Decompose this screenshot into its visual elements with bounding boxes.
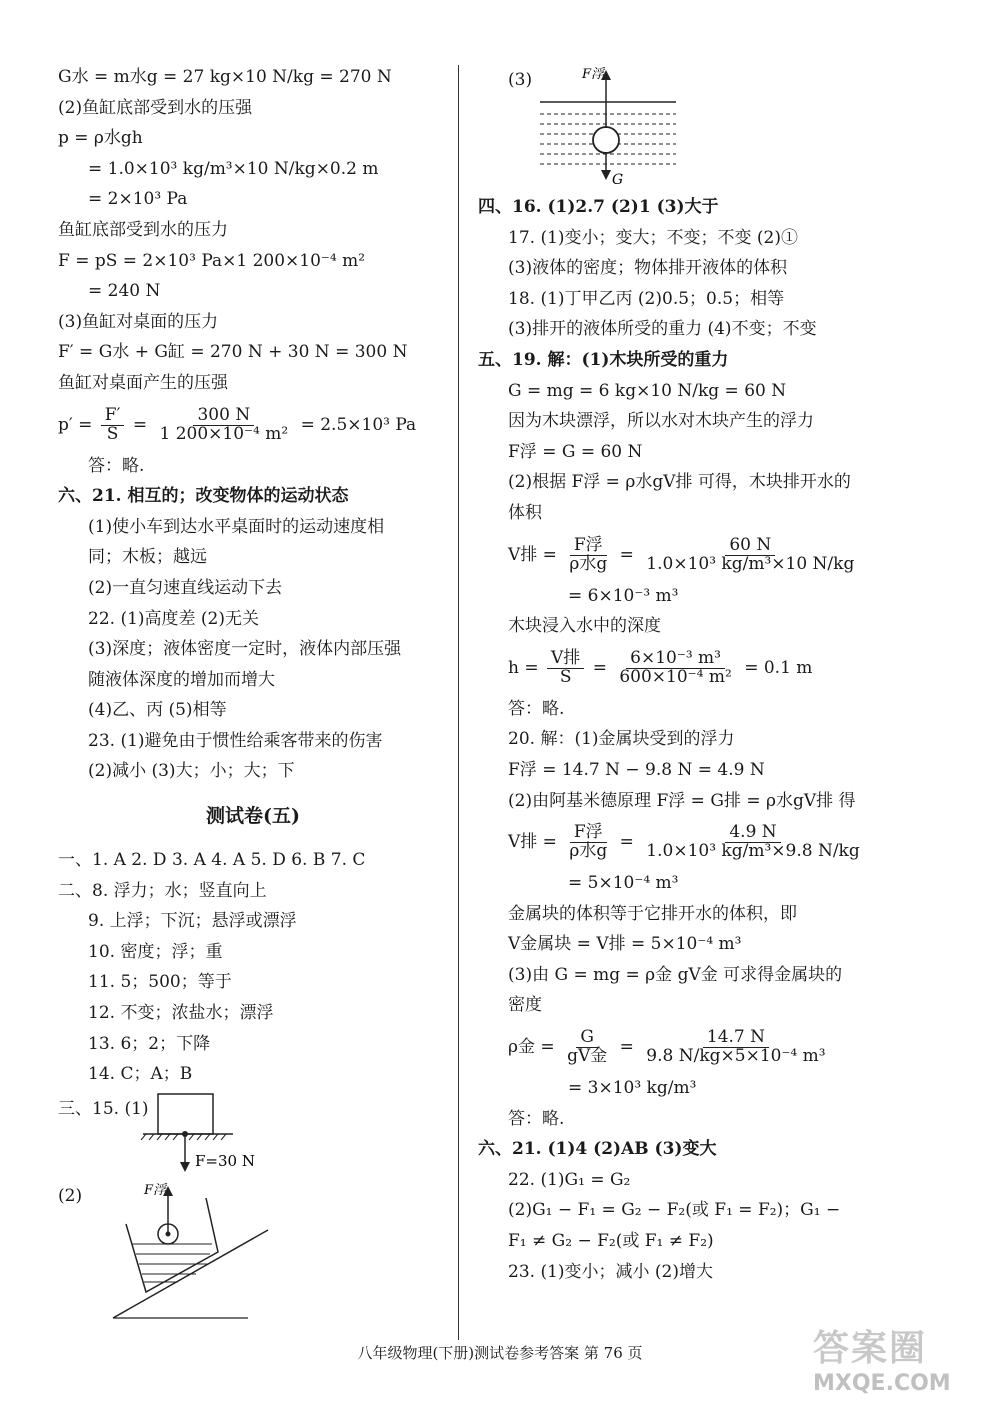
formula-lhs: p′ = <box>58 414 93 435</box>
page-footer: 八年级物理(下册)测试卷参考答案 第 76 页 <box>357 1344 643 1362</box>
container-outline <box>126 1198 218 1292</box>
denominator: 600×10⁻⁴ m² <box>619 666 732 687</box>
figure-label: (3) <box>508 70 533 90</box>
text-line: 木块浸入水中的深度 <box>508 616 661 637</box>
denominator: gV金 <box>567 1046 608 1067</box>
question-line: 23. (1)变小；减小 (2)增大 <box>508 1261 714 1282</box>
numerator: 60 N <box>725 537 775 556</box>
text-line: (3)由 G = mg = ρ金 gV金 可求得金属块的 <box>508 964 843 985</box>
numerator: 300 N <box>193 407 254 426</box>
formula-lhs: ρ金 = <box>508 1037 555 1058</box>
question-line: 六、21. (1)4 (2)AB (3)变大 <box>478 1139 717 1160</box>
text-line: p = ρ水gh <box>58 128 143 149</box>
equals-sign: = <box>132 414 148 435</box>
text-line: (2)由阿基米德原理 F浮 = G排 = ρ水gV排 得 <box>508 790 856 811</box>
text-line: 密度 <box>508 995 542 1016</box>
numerator: 4.9 N <box>725 824 780 843</box>
question-line: 12. 不变；浓盐水；漂浮 <box>88 1003 274 1024</box>
force-balance-diagram <box>478 62 948 192</box>
formula-rhs: = 0.1 m <box>744 657 813 678</box>
force-label: F=30 N <box>195 1151 255 1170</box>
question-line: 17. (1)变小；变大；不变；不变 (2)① <box>508 227 799 248</box>
figure-label: (2) <box>58 1185 83 1206</box>
fraction <box>642 1029 829 1066</box>
text-line: 随液体深度的增加而增大 <box>88 669 275 690</box>
text-line: (2)减小 (3)大；小；大；下 <box>88 761 295 782</box>
question-line: 二、8. 浮力；水；竖直向上 <box>58 880 267 901</box>
question-line: 23. (1)避免由于惯性给乘客带来的伤害 <box>88 730 383 751</box>
denominator: 1 200×10⁻⁴ m² <box>159 423 289 444</box>
block-pressure-diagram <box>58 1090 448 1178</box>
question-line: 六、21. 相互的；改变物体的运动状态 <box>58 486 349 507</box>
text-line: (3)液体的密度；物体排开液体的体积 <box>508 258 788 279</box>
denominator: ρ水g <box>569 841 608 862</box>
watermark-top: 答案圈 <box>813 1328 928 1369</box>
force-arrow-head <box>180 1162 190 1172</box>
question-line: 10. 密度；浮；重 <box>88 941 223 962</box>
fraction <box>565 534 611 574</box>
fraction <box>565 824 611 861</box>
equals-sign: = <box>592 657 607 678</box>
watermark-bottom: MXQE.COM <box>813 1371 951 1396</box>
formula-lhs: V排 = <box>508 832 557 853</box>
text-line: (1)使小车到达水平桌面时的运动速度相 <box>88 516 385 537</box>
text-line: 同；木板；越远 <box>88 547 207 568</box>
text-line: (2)鱼缸底部受到水的压强 <box>58 97 253 118</box>
text-line: 鱼缸底部受到水的压力 <box>58 219 228 240</box>
numerator: 14.7 N <box>703 1029 769 1048</box>
equals-sign: = <box>619 1037 634 1058</box>
text-line: V金属块 = V排 = 5×10⁻⁴ m³ <box>508 934 742 955</box>
fraction <box>642 534 858 574</box>
question-line: 22. (1)G₁ = G₂ <box>508 1169 631 1190</box>
figure-label: 三、15. (1) <box>58 1098 149 1119</box>
denominator: ρ水g <box>569 553 608 574</box>
fraction <box>156 404 293 444</box>
question-line: 18. (1)丁甲乙丙 (2)0.5；0.5；相等 <box>508 288 785 309</box>
figure-ball-on-incline <box>58 1178 448 1328</box>
text-line: F浮 = 14.7 N − 9.8 N = 4.9 N <box>508 759 765 780</box>
fraction <box>563 1029 611 1066</box>
denominator: 1.0×10³ kg/m³×9.8 N/kg <box>646 841 860 862</box>
text-line: (2)一直匀速直线运动下去 <box>88 577 283 598</box>
answer-line: 答：略. <box>88 455 145 476</box>
question-line: 四、16. (1)2.7 (2)1 (3)大于 <box>478 197 719 217</box>
text-line: (3)鱼缸对桌面的压力 <box>58 311 219 332</box>
block-shape <box>158 1094 213 1134</box>
buoyancy-incline-diagram <box>58 1178 448 1328</box>
buoyancy-label: F浮 <box>582 67 605 82</box>
text-line: = 5×10⁻⁴ m³ <box>568 873 679 894</box>
gravity-arrow-head <box>601 170 611 180</box>
fraction <box>615 647 735 687</box>
text-line: = 6×10⁻³ m³ <box>568 585 679 606</box>
question-line: 11. 5；500；等于 <box>88 972 232 993</box>
denominator: S <box>559 666 572 687</box>
right-column <box>478 62 948 1287</box>
numerator: F′ <box>101 407 125 426</box>
text-line: = 1.0×10³ kg/m³×10 N/kg×0.2 m <box>88 158 379 179</box>
text-line: F′ = G水 + G缸 = 270 N + 30 N = 300 N <box>58 342 408 363</box>
text-line: 金属块的体积等于它排开水的体积，即 <box>508 903 797 924</box>
question-line: 13. 6；2；下降 <box>88 1033 211 1054</box>
numerator: F浮 <box>570 824 607 843</box>
formula-rhs: = 2.5×10³ Pa <box>300 414 417 435</box>
text-line: (2)根据 F浮 = ρ水gV排 可得，木块排开水的 <box>508 472 851 493</box>
question-line: 20. 解：(1)金属块受到的浮力 <box>508 729 735 750</box>
submerged-ball <box>593 127 619 153</box>
gravity-label: G <box>612 172 624 188</box>
text-line: = 240 N <box>88 281 161 302</box>
answer-line: 答：略. <box>508 698 565 719</box>
equals-sign: = <box>619 832 634 853</box>
pressure-formula <box>58 399 448 451</box>
text-line: 因为木块漂浮，所以水对木块产生的浮力 <box>508 411 814 432</box>
text-line: (3)深度；液体密度一定时，液体内部压强 <box>88 639 402 660</box>
question-line: 9. 上浮；下沉；悬浮或漂浮 <box>88 911 297 932</box>
text-line: = 3×10³ kg/m³ <box>568 1078 697 1099</box>
formula-lhs: V排 = <box>508 544 557 565</box>
multiple-choice-answers: 一、1. A 2. D 3. A 4. A 5. D 6. B 7. C <box>58 850 366 871</box>
text-line: F = pS = 2×10³ Pa×1 200×10⁻⁴ m² <box>58 250 366 271</box>
text-line: (2)G₁ − F₁ = G₂ − F₂(或 F₁ = F₂)；G₁ − <box>508 1200 841 1221</box>
denominator: S <box>106 423 119 444</box>
denominator: 9.8 N/kg×5×10⁻⁴ m³ <box>646 1046 826 1067</box>
test-title: 测试卷(五) <box>206 805 300 828</box>
depth-formula <box>478 642 948 694</box>
question-line: 五、19. 解：(1)木块所受的重力 <box>478 349 729 370</box>
numerator: G <box>576 1029 598 1048</box>
buoyancy-label: F浮 <box>144 1182 167 1198</box>
text-line: 体积 <box>508 502 542 523</box>
density-formula <box>478 1021 948 1073</box>
formula-lhs: h = <box>508 657 539 678</box>
fraction <box>547 647 584 687</box>
question-line: 22. (1)高度差 (2)无关 <box>88 608 260 629</box>
text-line: G水 = m水g = 27 kg×10 N/kg = 270 N <box>58 67 392 87</box>
text-line: F₁ ≠ G₂ − F₂(或 F₁ ≠ F₂) <box>508 1231 714 1252</box>
figure-block-on-ground <box>58 1090 448 1178</box>
text-line: = 2×10³ Pa <box>88 189 188 210</box>
text-line: (4)乙、丙 (5)相等 <box>88 700 227 721</box>
denominator: 1.0×10³ kg/m³×10 N/kg <box>646 553 855 574</box>
text-line: (3)排开的液体所受的重力 (4)不变；不变 <box>508 319 817 340</box>
numerator: F浮 <box>570 537 607 556</box>
watermark-logo <box>813 1320 978 1396</box>
question-line: 14. C；A；B <box>88 1064 193 1085</box>
text-line: F浮 = G = 60 N <box>508 441 643 462</box>
equals-sign: = <box>619 544 634 565</box>
numerator: V排 <box>547 650 584 669</box>
volume-formula <box>478 816 948 868</box>
fraction <box>101 404 125 444</box>
figure-ball-in-liquid <box>478 62 948 192</box>
left-column <box>58 62 448 1328</box>
text-line: 鱼缸对桌面产生的压强 <box>58 372 228 393</box>
answer-line: 答：略. <box>508 1108 565 1129</box>
fraction <box>642 824 863 861</box>
text-line: G = mg = 6 kg×10 N/kg = 60 N <box>508 380 787 401</box>
numerator: 6×10⁻³ m³ <box>626 650 725 669</box>
column-divider <box>458 65 459 1340</box>
volume-formula <box>478 529 948 581</box>
